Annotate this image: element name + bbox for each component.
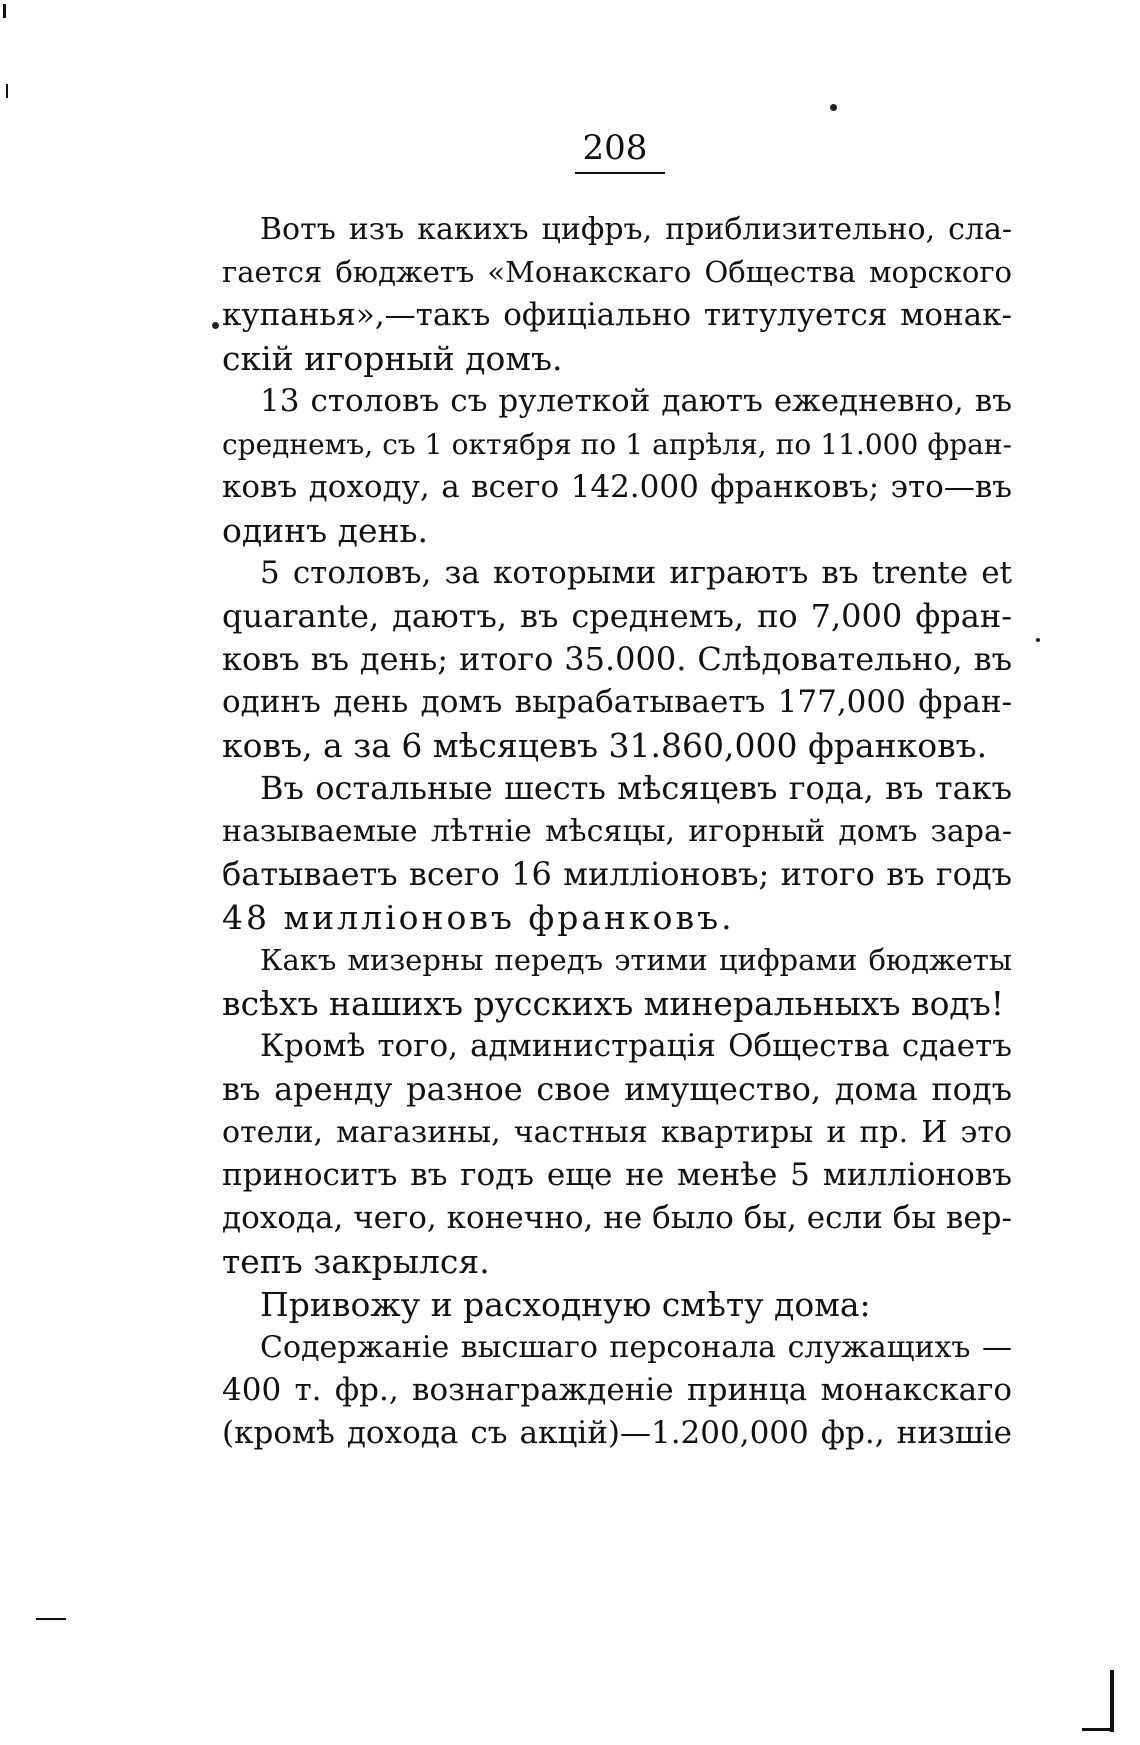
text-line: ковъ въ день; итого 35.000. Слѣдовательно, въ — [222, 640, 1012, 678]
text-line: одинъ день. — [222, 511, 428, 550]
scan-speck — [1036, 638, 1040, 642]
text-line: тепъ закрылся. — [222, 1242, 490, 1281]
page-number-rule — [575, 172, 665, 174]
text-line: всѣхъ нашихъ русскихъ минеральныхъ водъ! — [222, 984, 1005, 1023]
scan-edge-mark — [3, 4, 6, 18]
text-line: Какъ мизерны передъ этими цифрами бюджеты — [260, 943, 1012, 977]
text-line: (кромѣ дохода съ акцій)—1.200,000 фр., низшіе — [222, 1415, 1012, 1451]
text-line: скій игорный домъ. — [222, 339, 563, 378]
scan-edge-mark — [6, 84, 8, 98]
text-line: 400 т. фр., вознагражденіе принца монакскаго — [222, 1372, 1012, 1408]
text-line: одинъ день домъ вырабатываетъ 177,000 фран- — [222, 684, 1012, 720]
body-text — [222, 208, 1012, 1455]
text-line: батываетъ всего 16 милліоновъ; итого въ годъ — [222, 855, 1012, 893]
text-line: Содержаніе высшаго персонала служащихъ — — [260, 1330, 1012, 1365]
text-line: среднемъ, съ 1 октября по 1 апрѣля, по 11.000 фран- — [222, 428, 1012, 461]
scan-speck — [830, 104, 837, 111]
text-line: дохода, чего, конечно, не было бы, если бы вер- — [222, 1200, 1012, 1236]
text-line: въ аренду разное свое имущество, дома подъ — [222, 1070, 1012, 1108]
text-line: гается бюджетъ «Монакскаго Общества морского — [222, 255, 1012, 289]
scan-edge-mark — [1082, 1728, 1114, 1731]
text-line: приноситъ въ годъ еще не менѣе 5 милліоновъ — [222, 1157, 1012, 1193]
text-line: купанья»,—такъ офиціально титулуется монак- — [222, 297, 1012, 333]
scan-edge-mark — [36, 1618, 66, 1620]
text-line: 5 столовъ, за которыми играютъ въ trente et — [260, 555, 1012, 591]
text-line: Кромѣ того, администрація Общества сдаетъ — [260, 1028, 1012, 1064]
text-line: называемые лѣтніе мѣсяцы, игорный домъ зара- — [222, 814, 1012, 849]
text-line: ковъ доходу, а всего 142.000 франковъ; это—въ — [222, 469, 1012, 505]
scan-speck — [212, 322, 219, 329]
text-line: Привожу и расходную смѣту дома: — [260, 1285, 871, 1324]
page-number: 208 — [582, 128, 648, 168]
text-line: Вотъ изъ какихъ цифръ, приблизительно, сла- — [260, 212, 1012, 247]
text-line: Въ остальные шесть мѣсяцевъ года, въ такъ — [260, 769, 1012, 807]
scan-edge-mark — [1110, 1670, 1114, 1732]
text-line: ковъ, а за 6 мѣсяцевъ 31.860,000 франковъ. — [222, 726, 988, 765]
text-line: отели, магазины, частныя квартиры и пр. И это — [222, 1115, 1012, 1150]
text-line: 13 столовъ съ рулеткой даютъ ежедневно, въ — [260, 383, 1012, 419]
text-line: 48 милліоновъ франковъ. — [222, 898, 735, 937]
text-line: quarante, даютъ, въ среднемъ, по 7,000 фран- — [222, 597, 1012, 635]
